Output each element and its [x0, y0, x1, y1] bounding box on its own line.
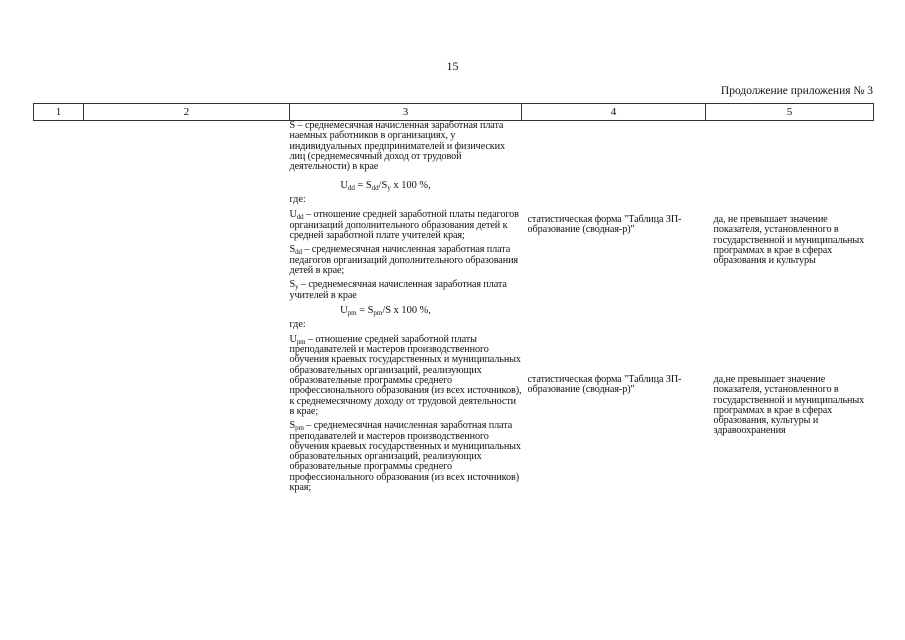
- compliance-note-1: да, не превышает значение показателя, установленного в государственной и муниципальных программах в крае в сферах образования и культуры: [713, 214, 865, 267]
- page-number: 15: [446, 59, 459, 73]
- definition-sdd: $S_{dd}$ – среднемесячная начисленная заработная плата педагогов организаций дополнительного образования детей в крае;: [289, 244, 519, 276]
- compliance-note-2: да,не превышает значение показателя, установленного в государственной и муниципальных программах в крае в сферах образования, культуры и здравоохранения: [713, 374, 865, 437]
- definition-sy: $S_y$ – среднемесячная начисленная заработная плата учителей в крае: [289, 279, 507, 301]
- header-col-1: 1: [34, 104, 84, 121]
- header-col-3: 3: [290, 104, 522, 121]
- where-label-2: где:: [289, 318, 306, 330]
- header-col-2: 2: [84, 104, 290, 121]
- cell-col-5: [706, 121, 874, 627]
- cell-col-4: [522, 121, 706, 627]
- definition-spm: $S_{pm}$ – среднемесячная начисленная заработная плата преподавателей и мастеров производственного обучения краевых государственных и муниципальных образовательных организаций, реализующих образовательные программы среднего профессионального образования (из всех источников) края;: [289, 420, 521, 494]
- header-col-4: 4: [522, 104, 706, 121]
- where-label-1: где:: [289, 194, 306, 206]
- cell-col-2: [84, 121, 290, 627]
- formula-udd: $U_{dd} = S_{dd}/S_y$ х 100 %,: [340, 180, 431, 193]
- appendix-table: [33, 103, 874, 626]
- source-form-1: статистическая форма "Таблица ЗП-образование (сводная-р)": [527, 214, 682, 236]
- cell-col-1: [34, 121, 84, 627]
- continuation-caption: Продолжение приложения № 3: [720, 85, 873, 97]
- source-form-2: статистическая форма "Таблица ЗП-образование (сводная-р)": [527, 374, 682, 396]
- definition-udd: $U_{dd}$ – отношение средней заработной платы педагогов организаций дополнительного образования детей к средней заработной плате учителей края;: [289, 209, 519, 242]
- formula-upm: $U_{pm} = S_{pm}/S$ х 100 %,: [340, 304, 431, 317]
- header-row: [34, 104, 874, 121]
- cell-col-3: [290, 121, 522, 627]
- definition-s: S – среднемесячная начисленная заработная плата наемных работников в организациях, у индивидуальных предпринимателей и физических лиц (среднемесячный доход от трудовой деятельности) в крае: [289, 120, 505, 173]
- definition-upm: $U_{pm}$ – отношение средней заработной платы преподавателей и мастеров производственного обучения краевых государственных и муниципальных образовательных организаций, реализующих образовательные программы среднего профессионального образования (из всех источников), к среднемесячному доходу от трудовой деятельности в крае;: [289, 333, 522, 417]
- table-row: [34, 121, 874, 627]
- header-col-5: 5: [706, 104, 874, 121]
